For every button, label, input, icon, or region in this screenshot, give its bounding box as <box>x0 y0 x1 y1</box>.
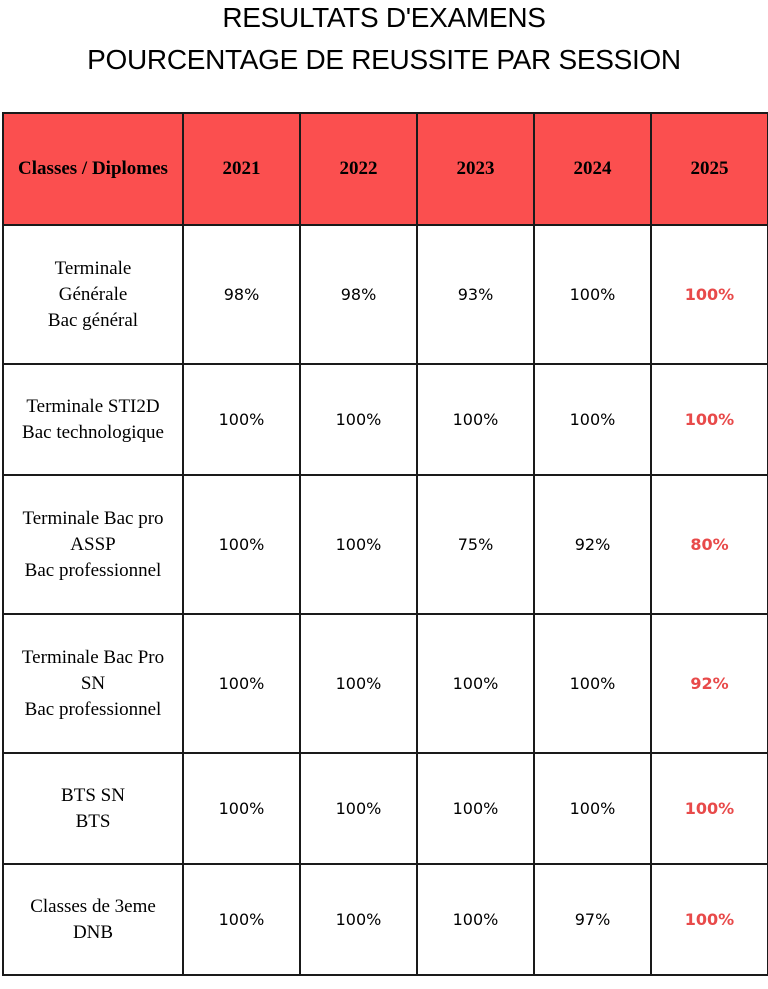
rate-2022: 100% <box>300 364 417 475</box>
rate-2025: 92% <box>651 614 768 753</box>
class-label-line: Terminale STI2D <box>26 395 160 417</box>
header-year-2022: 2022 <box>300 113 417 225</box>
table-row <box>3 475 768 614</box>
header-year-2025: 2025 <box>651 113 768 225</box>
rate-2022: 100% <box>300 864 417 975</box>
header-year-2023: 2023 <box>417 113 534 225</box>
rate-2022: 100% <box>300 475 417 614</box>
header-year-2024: 2024 <box>534 113 651 225</box>
rate-2023: 93% <box>417 225 534 364</box>
header-row <box>3 113 768 225</box>
rate-2022: 98% <box>300 225 417 364</box>
class-label <box>3 364 183 475</box>
rate-2024: 92% <box>534 475 651 614</box>
class-label <box>3 225 183 364</box>
rate-2022: 100% <box>300 614 417 753</box>
class-label-line: Générale <box>58 283 128 305</box>
class-label-line: Bac général <box>47 309 139 331</box>
rate-2025: 80% <box>651 475 768 614</box>
rate-2022: 100% <box>300 753 417 864</box>
rate-2024: 100% <box>534 364 651 475</box>
rate-2023: 100% <box>417 614 534 753</box>
class-label <box>3 475 183 614</box>
rate-2021: 100% <box>183 475 300 614</box>
class-label-line: BTS SN <box>61 784 125 806</box>
class-label-line: ASSP <box>70 533 116 555</box>
rate-2021: 100% <box>183 864 300 975</box>
table-row <box>3 864 768 975</box>
rate-2021: 100% <box>183 364 300 475</box>
class-label-line: DNB <box>72 921 114 943</box>
rate-2023: 100% <box>417 364 534 475</box>
header-year-2021: 2021 <box>183 113 300 225</box>
class-label-line: Terminale Bac Pro <box>21 646 165 668</box>
class-label-line: Bac technologique <box>22 421 164 443</box>
class-label-line: Terminale <box>54 257 132 279</box>
table-row <box>3 225 768 364</box>
page-subtitle: POURCENTAGE DE REUSSITE PAR SESSION <box>87 44 681 75</box>
rate-2023: 100% <box>417 864 534 975</box>
rate-2023: 100% <box>417 753 534 864</box>
rate-2024: 100% <box>534 225 651 364</box>
rate-2023: 75% <box>417 475 534 614</box>
rate-2025: 100% <box>651 225 768 364</box>
rate-2024: 97% <box>534 864 651 975</box>
rate-2024: 100% <box>534 753 651 864</box>
class-label-line: BTS <box>75 810 111 832</box>
rate-2021: 100% <box>183 614 300 753</box>
rate-2025: 100% <box>651 864 768 975</box>
table-row <box>3 364 768 475</box>
rate-2024: 100% <box>534 614 651 753</box>
rate-2021: 98% <box>183 225 300 364</box>
class-label <box>3 614 183 753</box>
results-table <box>2 112 768 976</box>
table-row <box>3 753 768 864</box>
class-label-line: Terminale Bac pro <box>22 507 164 529</box>
class-label-line: SN <box>80 672 106 694</box>
rate-2025: 100% <box>651 753 768 864</box>
header-classes: Classes / Diplomes <box>3 113 183 225</box>
page-title: RESULTATS D'EXAMENS <box>222 2 546 33</box>
class-label-line: Bac professionnel <box>24 698 162 720</box>
class-label-line: Classes de 3eme <box>30 895 156 917</box>
table-row <box>3 614 768 753</box>
class-label-line: Bac professionnel <box>24 559 162 581</box>
rate-2025: 100% <box>651 364 768 475</box>
class-label <box>3 864 183 975</box>
class-label <box>3 753 183 864</box>
rate-2021: 100% <box>183 753 300 864</box>
